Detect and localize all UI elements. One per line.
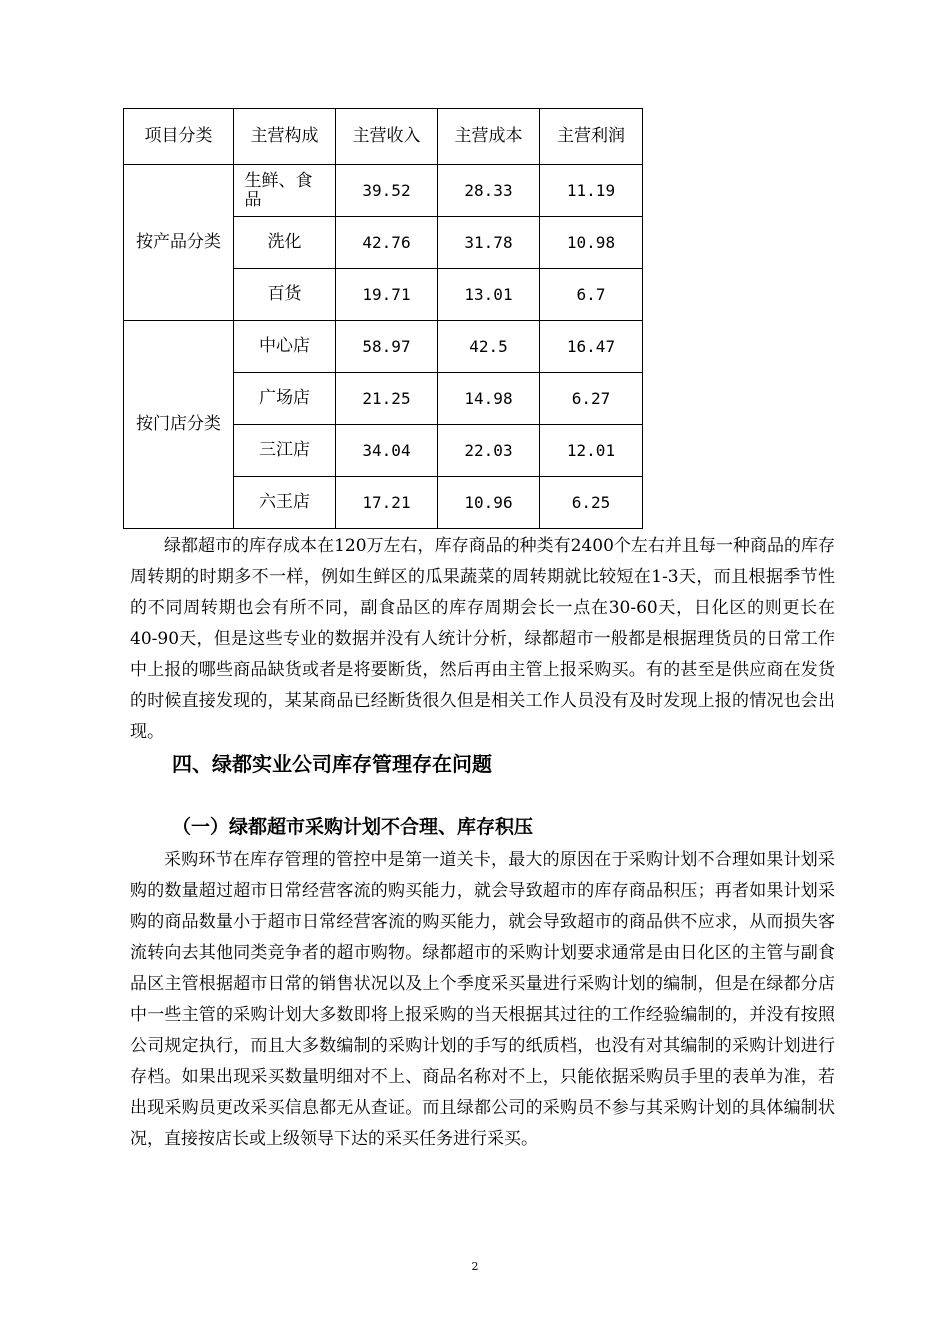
row-name: 六王店 — [234, 477, 336, 529]
row-profit: 11.19 — [540, 165, 643, 217]
row-profit: 6.27 — [540, 373, 643, 425]
row-name: 百货 — [234, 269, 336, 321]
row-income: 42.76 — [336, 217, 438, 269]
table-header-row — [124, 109, 643, 165]
header-profit: 主营利润 — [540, 109, 643, 165]
row-cost: 13.01 — [438, 269, 540, 321]
row-profit: 10.98 — [540, 217, 643, 269]
table-row — [124, 165, 643, 217]
row-profit: 6.7 — [540, 269, 643, 321]
row-cost: 31.78 — [438, 217, 540, 269]
row-profit: 12.01 — [540, 425, 643, 477]
row-cost: 42.5 — [438, 321, 540, 373]
row-profit: 16.47 — [540, 321, 643, 373]
header-income: 主营收入 — [336, 109, 438, 165]
row-income: 21.25 — [336, 373, 438, 425]
group-label-store: 按门店分类 — [124, 321, 234, 529]
body-paragraph-inventory: 绿都超市的库存成本在120万左右，库存商品的种类有2400个左右并且每一种商品的库存周转期的时期多不一样，例如生鲜区的瓜果蔬菜的周转期就比较短在1-3天，而且根据季节性的不同周转期也会有所不同，副食品区的库存周期会长一点在30-60天，日化区的则更长在40-90天，但是这些专业的数据并没有人统计分析，绿都超市一般都是根据理货员的日常工作中上报的哪些商品缺货或者是将要断货，然后再由主管上报采购买。有的甚至是供应商在发货的时候直接发现的，某某商品已经断货很久但是相关工作人员没有及时发现上报的情况也会出现。 — [130, 536, 835, 742]
row-cost: 14.98 — [438, 373, 540, 425]
row-cost: 28.33 — [438, 165, 540, 217]
row-income: 58.97 — [336, 321, 438, 373]
row-name: 广场店 — [234, 373, 336, 425]
row-income: 34.04 — [336, 425, 438, 477]
section-heading: 四、绿都实业公司库存管理存在问题 — [172, 752, 492, 776]
row-cost: 10.96 — [438, 477, 540, 529]
row-income: 19.71 — [336, 269, 438, 321]
subsection-heading: （一）绿都超市采购计划不合理、库存积压 — [172, 816, 534, 838]
row-income: 17.21 — [336, 477, 438, 529]
header-composition: 主营构成 — [234, 109, 336, 165]
row-name: 洗化 — [234, 217, 336, 269]
row-cost: 22.03 — [438, 425, 540, 477]
body-paragraph-procurement: 采购环节在库存管理的管控中是第一道关卡，最大的原因在于采购计划不合理如果计划采购的数量超过超市日常经营客流的购买能力，就会导致超市的库存商品积压；再者如果计划采购的商品数量小于超市日常经营客流的购买能力，就会导致超市的商品供不应求，从而损失客流转向去其他同类竞争者的超市购物。绿都超市的采购计划要求通常是由日化区的主管与副食品区主管根据超市日常的销售状况以及上个季度采买量进行采购计划的编制，但是在绿都分店中一些主管的采购计划大多数即将上报采购的当天根据其过往的工作经验编制的，并没有按照公司规定执行，而且大多数编制的采购计划的手写的纸质档，也没有对其编制的采购计划进行存档。如果出现采买数量明细对不上、商品名称对不上，只能依据采购员手里的表单为准，若出现采购员更改采买信息都无从查证。而且绿都公司的采购员不参与其采购计划的具体编制状况，直接按店长或上级领导下达的采买任务进行采买。 — [130, 850, 835, 1149]
header-category: 项目分类 — [124, 109, 234, 165]
header-cost: 主营成本 — [438, 109, 540, 165]
row-name: 中心店 — [234, 321, 336, 373]
row-profit: 6.25 — [540, 477, 643, 529]
row-name: 三江店 — [234, 425, 336, 477]
page-number: 2 — [471, 1260, 479, 1273]
table-row — [124, 321, 643, 373]
group-label-product: 按产品分类 — [124, 165, 234, 321]
row-income: 39.52 — [336, 165, 438, 217]
revenue-table — [123, 108, 643, 529]
row-name: 生鲜、食品 — [234, 165, 336, 217]
